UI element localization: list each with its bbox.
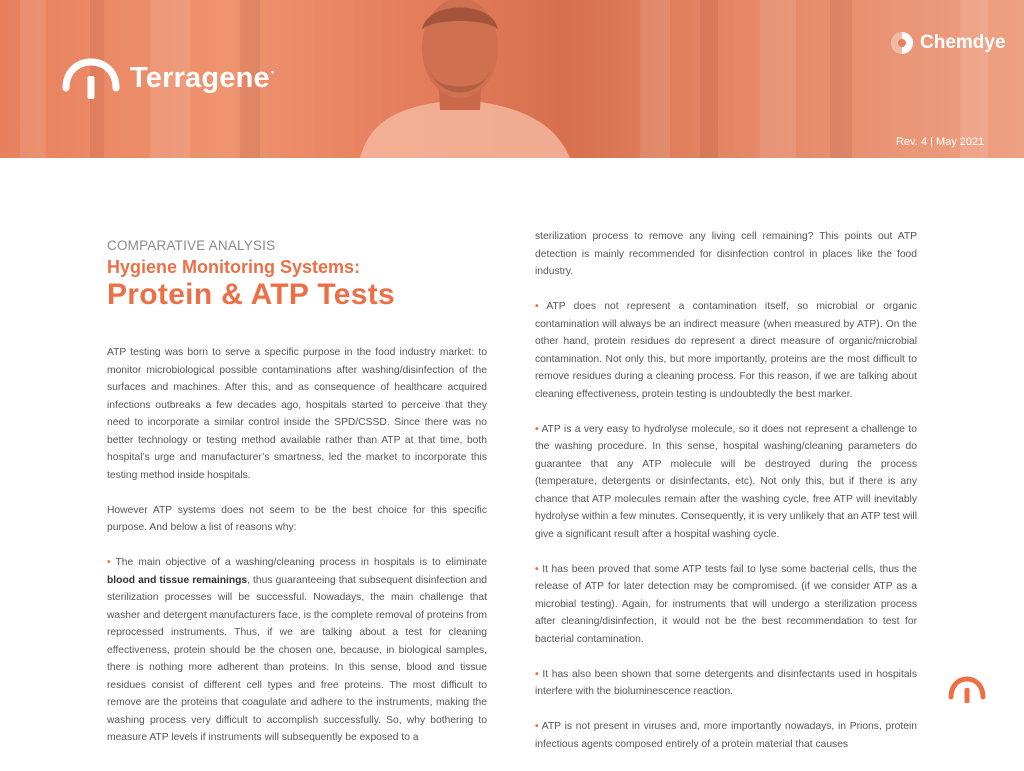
partner-name: Chemdye (920, 32, 1006, 53)
document-kicker: COMPARATIVE ANALYSIS (107, 238, 276, 253)
header-banner (0, 0, 1024, 158)
bullet-item-6: • ATP is not present in viruses and, more importantly nowadays, in Prions, protein infectious agents composed entirely of a protein material that causes (535, 721, 917, 750)
bullet-item-4: • It has been proved that some ATP tests fail to lyse some bacterial cells, thus the release of ATP for later detection may be compromised. (if we consider ATP as a microbial testing). Again, for instruments that will undergo a sterilization process after cleaning/disinfection, it would not be the best recommendation to test for bacterial contamination. (535, 563, 917, 645)
bullet-icon: • (535, 721, 539, 732)
bold-phrase: blood and tissue remainings (107, 574, 248, 586)
reasons-intro-paragraph: However ATP systems does not seem to be the best choice for this specific purpose. And below a list of reasons why: (107, 504, 487, 533)
document-title-line1: Hygiene Monitoring Systems: (107, 257, 361, 277)
header-photo-person (330, 0, 590, 158)
bullet-item-3: • ATP is a very easy to hydrolyse molecule, so it does not represent a challenge to the washing procedure. In this sense, hospital washing/cleaning parameters do guarantee that any ATP molecule will be destroyed during the process (temperature, detergents or disinfectants, etc). Not only this, but if there is any chance that ATP molecules remain after the washing cycle, free ATP will inevitably hydrolyse within a few minutes. Consequently, it is very unlikely that an ATP test will give a significant result after a hospital washing cycle. (535, 423, 917, 540)
bullet-icon: • (535, 668, 539, 680)
bullet-icon: • (107, 557, 111, 568)
terragene-logo-icon (62, 58, 120, 100)
continued-paragraph: sterilization process to remove any living cell remaining? This points out ATP detection is mainly recommended for disinfection control in places like the food industry. (535, 231, 917, 277)
bullet-item-2: • ATP does not represent a contamination itself, so microbial or organic contamination will always be an indirect measure (when measured by ATP). On the other hand, protein residues do represent a direct measure of organic/microbial contamination. Not only this, but more importantly, proteins are the most difficult to remove residues during a cleaning process. For this reason, if we are talking about cleaning effectiveness, protein testing is undoubtedly the best marker. (535, 301, 917, 400)
document-title-line2: Protein & ATP Tests (107, 278, 395, 311)
right-column (535, 228, 917, 771)
bullet-icon: • (535, 563, 539, 575)
bullet-item-5: • It has also been shown that some detergents and disinfectants used in hospitals interfere with the bioluminescence reaction. (535, 668, 917, 697)
intro-paragraph: ATP testing was born to serve a specific purpose in the food industry market: to monitor microbiological possible contaminations after washing/disinfection of the surfaces and machines. After this, and as consequence of healthcare acquired infections outbreaks a few decades ago, hospitals started to perceive that they need to incorporate a similar control inside the SPD/CSSD. Since there was no better technology or testing method available rather than ATP at that time, both hospital’s urge and manufacturer’s smartness, led the market to incorporate this testing method inside hospitals. (107, 347, 487, 481)
bullet-icon: • (535, 423, 539, 435)
revision-date: Rev. 4 | May 2021 (896, 136, 985, 148)
chemdye-logo-icon (890, 31, 914, 55)
bullet-icon: • (535, 301, 539, 312)
partner-logo (890, 30, 1006, 56)
bullet-item-1: • The main objective of a washing/cleaning process in hospitals is to eliminate blood and tissue remainings, thus guaranteeing that subsequent disinfection and sterilization processes will be successful. Nowadays, the main challenge that washer and detergent manufacturers face, is the complete removal of proteins from reprocessed instruments. Thus, if we are talking about a test for cleaning effectiveness, protein should be the chosen one, because, in biological samples, there is nothing more adherent than proteins. In this sense, blood and tissue residues consist of different cell types and free proteins. The most difficult to remove are the proteins that coagulate and adhere to the instruments, making the washing process very difficult to accomplish successfully. So, why bothering to measure ATP levels if instruments will subsequently be exposed to a (107, 557, 487, 743)
left-column (107, 344, 487, 764)
footer-logo-icon (948, 676, 986, 704)
brand-logo-text: Terragene• (130, 62, 275, 94)
